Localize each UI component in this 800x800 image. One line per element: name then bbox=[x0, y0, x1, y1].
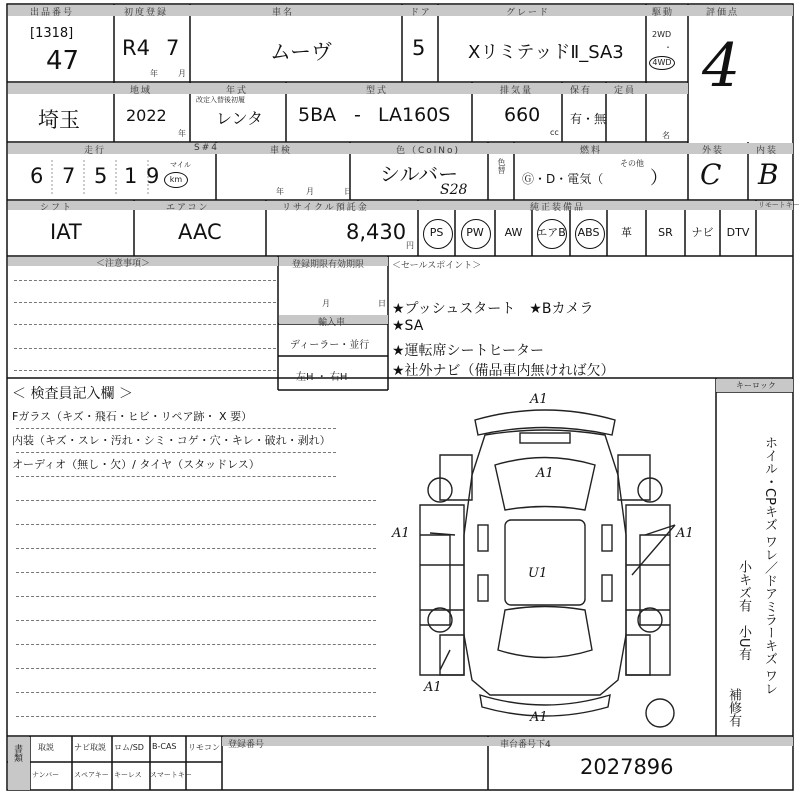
equipment-item: DTV bbox=[726, 226, 750, 239]
grade-value: XリミテッドⅡ_SA3 bbox=[468, 42, 624, 63]
color-code: S28 bbox=[440, 182, 468, 198]
model-prefix: 5BA bbox=[298, 104, 337, 126]
label-year: 年式 bbox=[226, 86, 249, 96]
label-capacity: 定員 bbox=[614, 86, 637, 96]
recycle-fee-unit: 円 bbox=[406, 241, 414, 250]
equipment-item: SR bbox=[658, 226, 673, 239]
model-dash: - bbox=[354, 104, 361, 126]
footer-item: B-CAS bbox=[152, 742, 177, 751]
label-car-name: 車名 bbox=[272, 8, 295, 18]
label-recycle-flag: 保有 bbox=[570, 86, 593, 96]
model-code: LA160S bbox=[378, 104, 451, 126]
inspector-line-glass: Fガラス（キズ・飛石・ヒビ・リペア跡・ X 要） bbox=[12, 410, 253, 423]
usage-note: 改定入替後初履 bbox=[196, 96, 245, 104]
fuel-close: ） bbox=[650, 168, 668, 189]
drive-option-2wd: 2WD bbox=[652, 30, 672, 39]
equipment-item: PW bbox=[455, 218, 495, 248]
lot-code: [1318] bbox=[30, 26, 74, 41]
footer-reg-number-label: 登録番号 bbox=[228, 740, 265, 750]
label-sn: S#4 bbox=[194, 143, 219, 153]
sales-point: ★SA bbox=[392, 318, 424, 334]
mileage-digit: 1 bbox=[124, 164, 138, 188]
mileage-digit: 9 bbox=[146, 164, 160, 188]
sales-point: ★社外ナビ（備品車内無ければ欠） bbox=[392, 363, 615, 379]
reg-era: R4 bbox=[122, 36, 150, 60]
mark-hood: A1 bbox=[536, 466, 554, 481]
mileage-digit: 7 bbox=[62, 164, 76, 188]
reg-deadline-month: 月 bbox=[322, 299, 330, 308]
label-remote: リモートキー bbox=[758, 201, 800, 209]
mark-rear-left: A1 bbox=[424, 680, 442, 695]
label-first-reg: 初度登録 bbox=[124, 8, 169, 18]
reg-deadline-title: 登録期限有効期限 bbox=[292, 260, 365, 270]
recycle-flag: 有・無 bbox=[570, 112, 607, 126]
model-year: 2022 bbox=[126, 106, 167, 125]
label-recycle: リサイクル預託金 bbox=[282, 203, 369, 213]
label-lot-no: 出品番号 bbox=[30, 8, 75, 18]
footer-chassis-label: 車台番号下4 bbox=[500, 740, 551, 750]
mileage-unit-km: km bbox=[164, 172, 188, 188]
model-year-unit: 年 bbox=[178, 129, 186, 138]
footer-item: ロム/SD bbox=[114, 743, 144, 752]
side-note-scratch: 小キズ有 小U有 bbox=[736, 560, 751, 661]
mark-roof: U1 bbox=[528, 566, 548, 581]
side-note-repair: 補修有 bbox=[726, 688, 741, 727]
label-score: 評価点 bbox=[706, 8, 740, 18]
drive-separator: ・ bbox=[664, 43, 672, 52]
mark-front: A1 bbox=[530, 392, 548, 407]
score-value: 4 bbox=[702, 31, 741, 101]
reg-month-unit: 月 bbox=[178, 69, 186, 78]
mark-left: A1 bbox=[392, 526, 410, 541]
car-name: ムーヴ bbox=[270, 40, 332, 64]
color-change-label: 色替 bbox=[497, 158, 506, 174]
equipment-circle-mark bbox=[461, 219, 491, 249]
import-title: 輸入車 bbox=[318, 318, 346, 328]
mark-right: A1 bbox=[676, 526, 694, 541]
inspection-year-unit: 年 bbox=[276, 187, 284, 196]
inspection-day-unit: 日 bbox=[344, 187, 352, 196]
drive-option-4wd: 4WD bbox=[649, 56, 675, 70]
key-lock-label: キーロック bbox=[736, 381, 776, 390]
label-model-type: 型式 bbox=[366, 86, 389, 96]
inspector-line-audio: オーディオ（無し・欠）/ タイヤ（スタッドレス） bbox=[12, 458, 260, 471]
footer-item: リモコン bbox=[188, 743, 220, 752]
exterior-grade: C bbox=[700, 158, 722, 191]
label-exterior: 外装 bbox=[702, 146, 725, 156]
displacement-unit: cc bbox=[550, 128, 559, 137]
side-note-wheel-mirror: ホイル・CPキズ ワレ／ドアミラーキズ ワレ bbox=[762, 436, 777, 696]
label-grade: グレード bbox=[506, 8, 551, 18]
mileage-digit: 6 bbox=[30, 164, 44, 188]
fuel-other: その他 bbox=[620, 159, 644, 168]
label-drive: 駆動 bbox=[652, 8, 675, 18]
equipment-item: ナビ bbox=[691, 226, 714, 239]
label-fuel: 燃料 bbox=[580, 146, 603, 156]
equipment-item: エアB bbox=[532, 218, 570, 248]
footer-item: スペアキー bbox=[74, 771, 109, 779]
mark-rear: A1 bbox=[530, 710, 548, 725]
displacement-value: 660 bbox=[504, 104, 541, 126]
reg-year-unit: 年 bbox=[150, 69, 158, 78]
color-name: シルバー bbox=[380, 162, 459, 186]
region-value: 埼玉 bbox=[38, 108, 80, 132]
capacity-unit: 名 bbox=[662, 131, 670, 140]
inspection-month-unit: 月 bbox=[306, 187, 314, 196]
equipment-item: AW bbox=[504, 226, 523, 239]
label-color: 色（ColNo) bbox=[396, 146, 461, 156]
inspector-title: ＜ 検査員記入欄 ＞ bbox=[12, 386, 133, 402]
aircon-value: AAC bbox=[178, 220, 222, 244]
footer-item: ナビ取説 bbox=[74, 743, 106, 752]
notes-header: ＜注意事項＞ bbox=[96, 259, 151, 269]
footer-item: キーレス bbox=[114, 771, 142, 779]
sales-point: ★プッシュスタート ★Bカメラ bbox=[392, 301, 594, 317]
lot-number: 47 bbox=[46, 46, 80, 76]
equipment-circle-mark bbox=[423, 219, 453, 249]
label-displacement: 排気量 bbox=[500, 86, 534, 96]
equipment-item: PS bbox=[418, 218, 455, 248]
mileage-digit: 5 bbox=[94, 164, 108, 188]
footer-item: ナンバー bbox=[32, 771, 60, 779]
label-interior: 内装 bbox=[756, 146, 779, 156]
usage-value: レンタ bbox=[216, 109, 263, 128]
import-value: ディーラー・並行 bbox=[290, 340, 370, 351]
label-mileage: 走行 bbox=[84, 146, 107, 156]
label-inspection: 車検 bbox=[270, 146, 293, 156]
inspector-line-interior: 内装（キズ・スレ・汚れ・シミ・コゲ・穴・キレ・破れ・剥れ） bbox=[12, 434, 331, 447]
label-region: 地域 bbox=[130, 86, 153, 96]
label-shift: シフト bbox=[40, 203, 74, 213]
door-count: 5 bbox=[412, 36, 426, 60]
equipment-circle-mark bbox=[537, 219, 567, 249]
shift-value: IAT bbox=[50, 220, 82, 244]
footer-item: 取説 bbox=[38, 743, 54, 752]
sales-point: ★運転席シートヒーター bbox=[392, 343, 544, 359]
reg-month: 7 bbox=[166, 36, 180, 60]
fuel-options: Ⓖ・D・電気（ bbox=[522, 172, 604, 186]
label-aircon: エアコン bbox=[166, 203, 210, 213]
sales-points-title: ＜セールスポイント＞ bbox=[392, 261, 482, 271]
label-doors: ドア bbox=[410, 8, 432, 18]
steering-value: 左H ・ 右H bbox=[296, 372, 348, 383]
footer-item: スマートキー bbox=[150, 771, 192, 779]
footer-docs-label: 書類 bbox=[12, 744, 22, 762]
equipment-item: 革 bbox=[621, 226, 632, 239]
mileage-unit-mile: マイル bbox=[170, 161, 191, 169]
reg-deadline-day: 日 bbox=[378, 299, 386, 308]
recycle-fee: 8,430 bbox=[346, 220, 407, 244]
equipment-circle-mark bbox=[575, 219, 605, 249]
chassis-number: 2027896 bbox=[580, 755, 674, 779]
label-equipment: 純正装備品 bbox=[530, 203, 586, 213]
equipment-item: ABS bbox=[570, 218, 607, 248]
interior-grade: B bbox=[758, 158, 779, 191]
